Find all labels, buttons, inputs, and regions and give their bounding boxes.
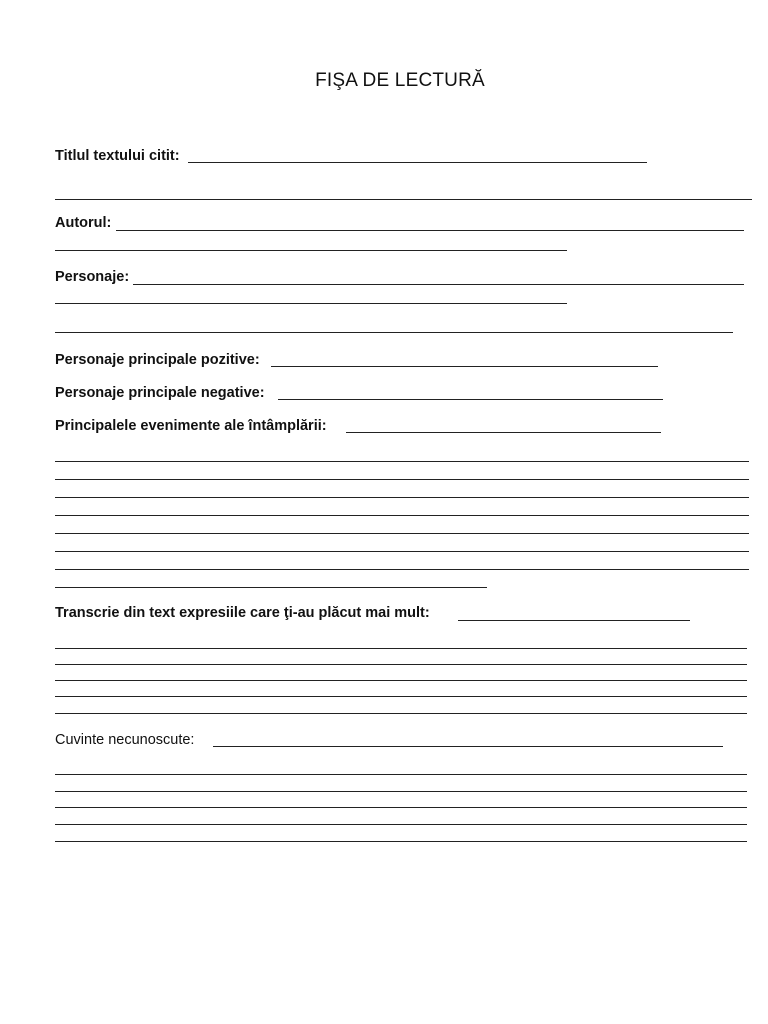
author-field-label: Autorul: bbox=[55, 215, 112, 231]
events-answer-line[interactable] bbox=[55, 461, 749, 462]
negative-characters-label: Personaje principale negative: bbox=[55, 385, 265, 401]
unknown-words-answer-line[interactable] bbox=[55, 841, 747, 842]
title-answer-line[interactable] bbox=[55, 199, 752, 200]
negative-characters-answer-line[interactable] bbox=[278, 399, 663, 400]
characters-field-label: Personaje: bbox=[55, 269, 130, 285]
events-answer-line[interactable] bbox=[55, 533, 749, 534]
expressions-answer-line[interactable] bbox=[55, 664, 747, 665]
expressions-answer-line[interactable] bbox=[55, 713, 747, 714]
expressions-answer-line[interactable] bbox=[458, 620, 690, 621]
expressions-answer-line[interactable] bbox=[55, 696, 747, 697]
events-answer-line[interactable] bbox=[55, 551, 749, 552]
author-answer-line[interactable] bbox=[116, 230, 744, 231]
events-answer-line[interactable] bbox=[55, 497, 749, 498]
unknown-words-answer-line[interactable] bbox=[55, 774, 747, 775]
author-answer-line[interactable] bbox=[55, 250, 567, 251]
events-answer-line[interactable] bbox=[55, 479, 749, 480]
unknown-words-label: Cuvinte necunoscute: bbox=[55, 732, 195, 748]
unknown-words-answer-line[interactable] bbox=[55, 824, 747, 825]
characters-answer-line[interactable] bbox=[55, 303, 567, 304]
page-title: FIŞA DE LECTURĂ bbox=[315, 70, 485, 91]
characters-answer-line[interactable] bbox=[55, 332, 733, 333]
unknown-words-answer-line[interactable] bbox=[55, 807, 747, 808]
events-answer-line[interactable] bbox=[55, 569, 749, 570]
events-answer-line[interactable] bbox=[55, 515, 749, 516]
events-answer-line[interactable] bbox=[55, 587, 487, 588]
positive-characters-label: Personaje principale pozitive: bbox=[55, 352, 260, 368]
title-field-label: Titlul textului citit: bbox=[55, 148, 180, 164]
characters-answer-line[interactable] bbox=[133, 284, 744, 285]
unknown-words-answer-line[interactable] bbox=[213, 746, 723, 747]
title-answer-line[interactable] bbox=[188, 162, 647, 163]
expressions-field-label: Transcrie din text expresiile care ţi-au plăcut mai mult: bbox=[55, 605, 430, 621]
expressions-answer-line[interactable] bbox=[55, 648, 747, 649]
positive-characters-answer-line[interactable] bbox=[271, 366, 658, 367]
events-answer-line[interactable] bbox=[346, 432, 661, 433]
expressions-answer-line[interactable] bbox=[55, 680, 747, 681]
events-field-label: Principalele evenimente ale întâmplării: bbox=[55, 418, 327, 434]
unknown-words-answer-line[interactable] bbox=[55, 791, 747, 792]
